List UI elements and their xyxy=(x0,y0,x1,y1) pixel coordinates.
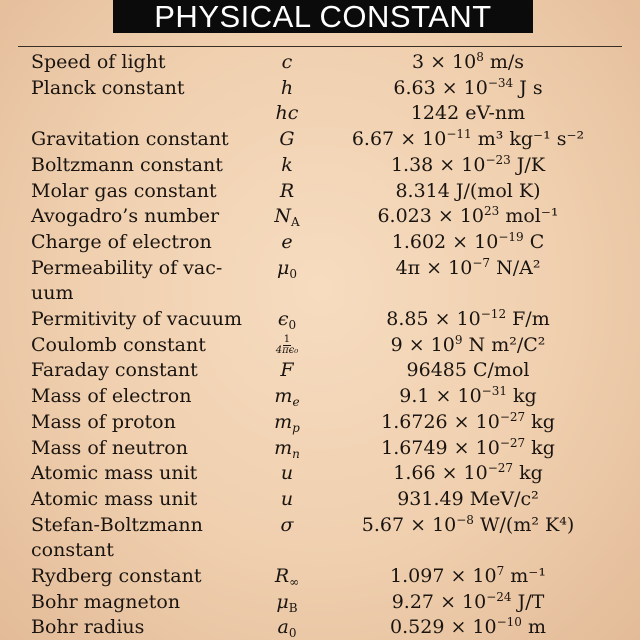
value-mantissa: 6.63 × 10 xyxy=(393,76,488,99)
symbol-main: m xyxy=(274,385,293,408)
symbol-main: m xyxy=(274,410,293,433)
value-unit: kg xyxy=(525,410,555,433)
constant-symbol xyxy=(248,152,326,178)
value-unit: C xyxy=(523,230,545,253)
constant-name: Permeability of vac- xyxy=(31,256,223,279)
constant-name: Atomic mass unit xyxy=(31,487,198,510)
constant-value xyxy=(318,563,618,589)
symbol-subscript: ∞ xyxy=(289,575,300,589)
constant-name: Boltzmann constant xyxy=(31,153,223,176)
constant-symbol xyxy=(248,255,326,281)
value-unit: m xyxy=(521,616,546,639)
constant-row xyxy=(0,229,640,255)
constant-symbol xyxy=(248,178,326,204)
symbol-subscript: 0 xyxy=(289,266,297,281)
constant-symbol xyxy=(248,409,326,435)
constant-value xyxy=(318,589,618,615)
constant-symbol xyxy=(248,512,326,538)
constant-name: Bohr magneton xyxy=(31,590,181,613)
symbol-main: m xyxy=(274,436,293,459)
constant-row xyxy=(0,152,640,178)
constant-row xyxy=(0,589,640,615)
value-unit: m/s xyxy=(483,51,525,73)
value-mantissa: 8.314 J/(mol K) xyxy=(395,179,541,202)
symbol-subscript: e xyxy=(292,395,300,410)
value-mantissa: 5.67 × 10 xyxy=(361,513,457,536)
constant-name: Charge of electron xyxy=(31,230,212,253)
constant-value xyxy=(318,435,618,461)
constant-name: Bohr radius xyxy=(31,616,145,639)
constant-row xyxy=(0,306,640,332)
value-unit: F/m xyxy=(506,308,550,330)
symbol-main: e xyxy=(281,230,293,253)
constant-symbol xyxy=(248,75,326,101)
symbol-main: hc xyxy=(275,102,299,125)
value-mantissa: 3 × 10 xyxy=(411,51,477,73)
value-exponent: −8 xyxy=(456,512,474,527)
symbol-subscript: n xyxy=(292,446,300,461)
value-unit: mol⁻¹ xyxy=(499,205,559,228)
value-unit: J s xyxy=(513,76,543,99)
page-title: PHYSICAL CONSTANT xyxy=(154,0,492,34)
constant-row xyxy=(0,255,640,281)
symbol-subscript: B xyxy=(288,600,298,615)
symbol-denominator: 4πϵ₀ xyxy=(275,345,299,357)
value-mantissa: 8.85 × 10 xyxy=(386,308,481,330)
value-unit: m⁻¹ xyxy=(504,565,546,587)
constant-row xyxy=(0,178,640,204)
symbol-main: μ xyxy=(277,256,290,279)
constant-value xyxy=(318,383,618,409)
value-mantissa: 9.1 × 10 xyxy=(399,385,482,408)
value-mantissa: 931.49 MeV/c² xyxy=(397,487,539,510)
value-exponent: −23 xyxy=(485,152,511,167)
symbol-main: k xyxy=(281,153,293,176)
constant-value xyxy=(318,460,618,486)
symbol-main: N xyxy=(274,205,291,228)
value-unit: m³ kg⁻¹ s⁻² xyxy=(471,128,585,151)
value-mantissa: 9.27 × 10 xyxy=(391,590,487,613)
constant-name: Rydberg constant xyxy=(31,565,202,587)
header-divider xyxy=(18,46,622,47)
constant-name: Faraday constant xyxy=(31,359,198,382)
constant-row xyxy=(0,357,640,383)
constant-name: Coulomb constant xyxy=(31,333,206,356)
constant-name: Stefan-Boltzmann xyxy=(31,513,203,536)
value-exponent: −11 xyxy=(446,127,472,142)
constant-symbol xyxy=(248,357,326,383)
constant-row xyxy=(0,435,640,461)
constant-name: uum xyxy=(31,282,74,305)
value-mantissa: 0.529 × 10 xyxy=(390,616,497,639)
value-unit: kg xyxy=(507,385,537,408)
value-exponent: −12 xyxy=(480,307,507,321)
constant-symbol xyxy=(248,435,326,461)
constant-symbol xyxy=(248,100,326,126)
constant-name: Molar gas constant xyxy=(31,179,217,202)
symbol-main: a xyxy=(277,616,289,639)
constant-symbol xyxy=(248,306,326,332)
symbol-main: μ xyxy=(276,590,289,613)
constant-row xyxy=(0,332,640,358)
constant-value xyxy=(318,126,618,152)
symbol-main: G xyxy=(279,128,295,151)
value-unit: N m²/C² xyxy=(462,333,546,356)
value-mantissa: 9 × 10 xyxy=(390,333,455,356)
value-mantissa: 1242 eV-nm xyxy=(410,102,526,125)
constant-symbol xyxy=(248,229,326,255)
constant-value xyxy=(318,614,618,640)
value-exponent: −19 xyxy=(498,229,524,244)
value-exponent: −7 xyxy=(472,255,491,270)
constant-value xyxy=(318,203,618,229)
value-exponent: 8 xyxy=(476,50,484,64)
value-exponent: −24 xyxy=(486,589,512,604)
constant-row xyxy=(0,49,640,75)
value-mantissa: 1.6726 × 10 xyxy=(381,410,500,433)
constant-name: Mass of neutron xyxy=(31,436,188,459)
value-exponent: −34 xyxy=(487,75,514,90)
symbol-main: u xyxy=(280,462,294,485)
constant-value xyxy=(318,255,618,281)
value-exponent: −27 xyxy=(499,435,526,450)
symbol-main: R xyxy=(274,565,290,587)
value-exponent: −10 xyxy=(496,615,522,630)
constant-value xyxy=(318,332,618,358)
value-mantissa: 1.66 × 10 xyxy=(393,462,488,485)
value-unit: J/K xyxy=(510,153,546,176)
constant-symbol xyxy=(248,460,326,486)
value-mantissa: 6.67 × 10 xyxy=(351,128,447,151)
constant-name: constant xyxy=(31,539,114,562)
constant-row xyxy=(0,460,640,486)
constant-row xyxy=(0,383,640,409)
constant-name: Mass of proton xyxy=(31,410,176,433)
constant-value xyxy=(318,152,618,178)
constant-value xyxy=(318,512,618,538)
value-mantissa: 1.097 × 10 xyxy=(390,565,497,587)
constant-symbol xyxy=(248,332,326,358)
constant-name: Planck constant xyxy=(31,76,185,99)
constant-value xyxy=(318,178,618,204)
value-mantissa: 1.6749 × 10 xyxy=(381,436,500,459)
symbol-main: F xyxy=(280,359,294,382)
constant-value xyxy=(318,306,618,332)
symbol-main: σ xyxy=(280,513,294,536)
symbol-numerator: 1 xyxy=(283,334,291,346)
constant-name: Permitivity of vacuum xyxy=(31,308,242,330)
value-exponent: −27 xyxy=(487,461,514,476)
symbol-subscript: p xyxy=(292,420,300,435)
value-mantissa: 96485 C/mol xyxy=(406,359,530,382)
value-unit: N/A² xyxy=(490,256,541,279)
constant-value xyxy=(318,75,618,101)
value-unit: W/(m² K⁴) xyxy=(473,513,575,536)
symbol-subscript: 0 xyxy=(288,318,297,332)
value-mantissa: 6.023 × 10 xyxy=(377,205,485,228)
constant-row xyxy=(0,614,640,640)
symbol-main: R xyxy=(279,179,295,202)
value-exponent: −31 xyxy=(481,384,507,399)
value-exponent: 7 xyxy=(496,564,505,578)
constant-symbol xyxy=(248,486,326,512)
constant-value xyxy=(318,229,618,255)
constant-name: Avogadro’s number xyxy=(31,205,220,228)
constant-value xyxy=(318,357,618,383)
value-mantissa: 1.602 × 10 xyxy=(391,230,499,253)
constant-name: Speed of light xyxy=(31,51,166,73)
symbol-subscript: 0 xyxy=(288,626,297,640)
constant-symbol xyxy=(248,563,326,589)
constant-row xyxy=(0,100,640,126)
constant-symbol xyxy=(248,383,326,409)
constant-row xyxy=(0,126,640,152)
symbol-main: h xyxy=(280,76,294,99)
constant-row xyxy=(0,512,640,538)
constant-name: Gravitation constant xyxy=(31,128,229,151)
constant-symbol xyxy=(248,203,326,229)
value-exponent: 9 xyxy=(454,332,463,347)
value-unit: kg xyxy=(513,462,543,485)
constant-symbol xyxy=(248,49,326,75)
value-exponent: −27 xyxy=(499,409,526,424)
value-unit: kg xyxy=(525,436,555,459)
symbol-main: ϵ xyxy=(277,308,289,330)
constant-symbol xyxy=(248,589,326,615)
symbol-main: u xyxy=(280,487,294,510)
constant-symbol xyxy=(248,126,326,152)
constant-row xyxy=(0,537,640,563)
value-mantissa: 4π × 10 xyxy=(395,256,473,279)
title-banner xyxy=(113,0,533,33)
constant-name: Mass of electron xyxy=(31,385,192,408)
constant-row xyxy=(0,409,640,435)
constant-value xyxy=(318,49,618,75)
value-unit: J/T xyxy=(511,590,545,613)
constant-row xyxy=(0,203,640,229)
symbol-subscript: A xyxy=(290,215,300,230)
constant-row xyxy=(0,563,640,589)
constant-value xyxy=(318,100,618,126)
constant-value xyxy=(318,409,618,435)
constant-value xyxy=(318,486,618,512)
constant-row xyxy=(0,280,640,306)
constant-symbol xyxy=(248,614,326,640)
constant-name: Atomic mass unit xyxy=(31,462,198,485)
constant-row xyxy=(0,75,640,101)
constant-row xyxy=(0,486,640,512)
value-mantissa: 1.38 × 10 xyxy=(390,153,486,176)
value-exponent: 23 xyxy=(484,204,500,219)
symbol-main: c xyxy=(281,51,293,73)
